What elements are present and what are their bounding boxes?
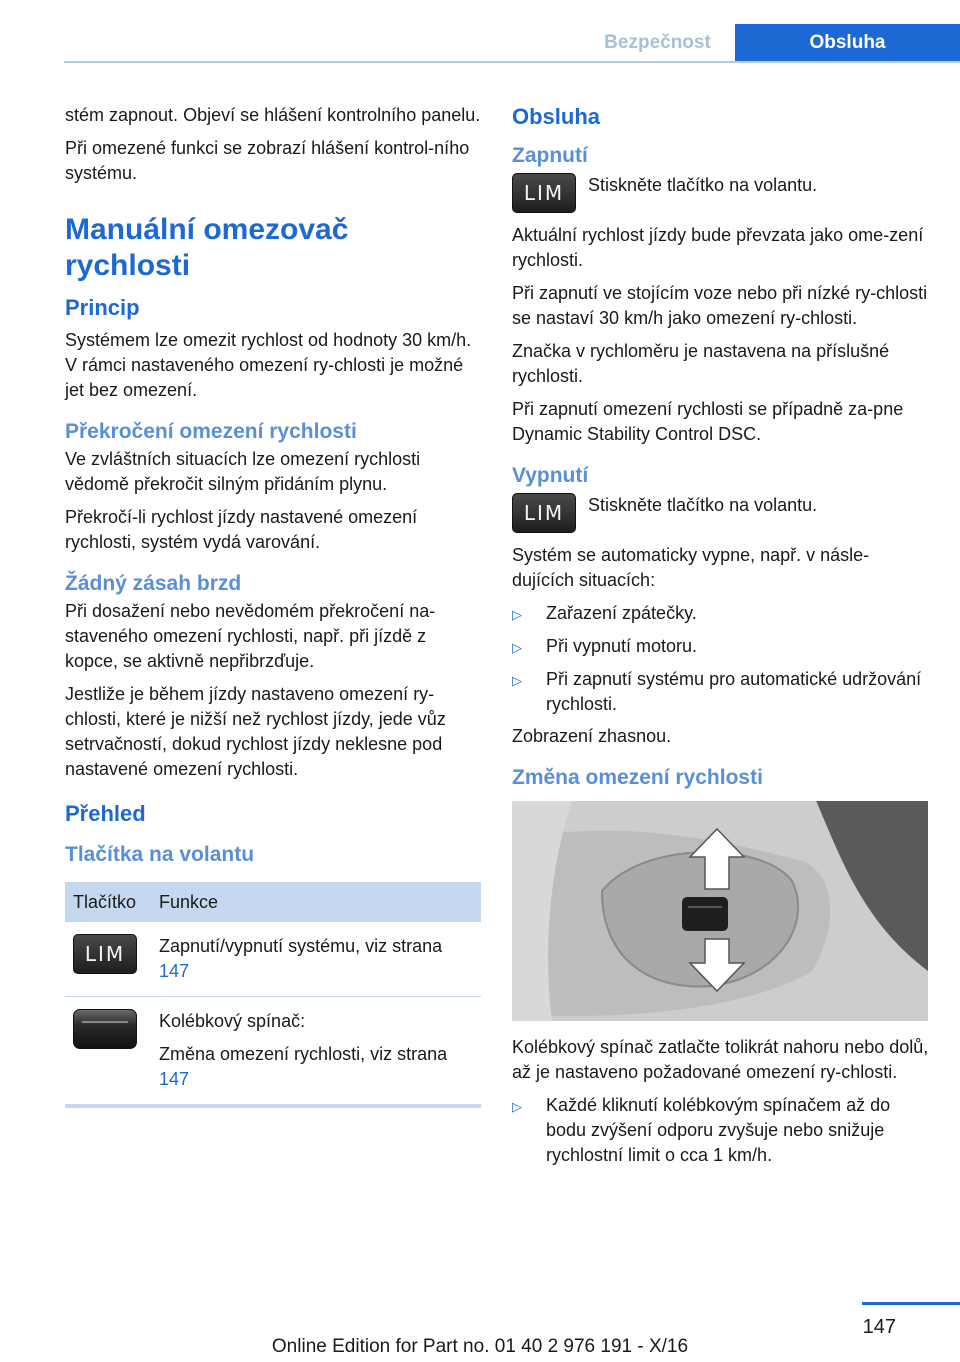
switch-on-action — [512, 173, 930, 213]
bullet-triangle-icon: ▷ — [512, 640, 522, 655]
bullet-triangle-icon: ▷ — [512, 1099, 522, 1114]
switch-on-text: Aktuální rychlost jízdy bude převzata jako ome-zení rychlosti. — [512, 225, 924, 270]
intro-paragraph: Při omezené funkci se zobrazí hlášení kontrol-ního systému. — [65, 138, 470, 183]
section-title: Manuální omezovač rychlosti — [65, 213, 349, 282]
chapter-tabs — [580, 24, 960, 62]
bullet-triangle-icon: ▷ — [512, 673, 522, 688]
rocker-switch-icon — [73, 1009, 137, 1049]
change-limit-heading: Změna omezení rychlosti — [512, 766, 763, 789]
left-column — [65, 103, 481, 1108]
steering-wheel-rocker-figure — [512, 801, 928, 1021]
action-text: Stiskněte tlačítko na volantu. — [588, 495, 818, 515]
switch-off-list — [512, 601, 930, 717]
change-limit-text: Kolébkový spínač zatlačte tolikrát nahoru nebo dolů, až je nastaveno požadované omezení ry-chlosti. — [512, 1037, 929, 1082]
lim-button-icon: LIM — [73, 934, 137, 974]
change-limit-list — [512, 1093, 930, 1168]
exceed-text: Překročí-li rychlost jízdy nastavené omezení rychlosti, systém vydá varování. — [65, 507, 418, 552]
page-footer — [0, 1302, 960, 1362]
list-item: ▷ Při vypnutí motoru. — [512, 634, 930, 660]
action-text: Stiskněte tlačítko na volantu. — [588, 175, 818, 195]
bullet-triangle-icon: ▷ — [512, 607, 522, 622]
page-link[interactable]: 147 — [159, 1069, 190, 1089]
switch-off-text: Zobrazení zhasnou. — [512, 726, 672, 746]
table-header-function: Funkce — [151, 882, 481, 922]
switch-on-text: Při zapnutí ve stojícím voze nebo při nízké ry-chlosti se nastaví 30 km/h jako omezení ry-chlosti. — [512, 283, 928, 328]
table-row — [65, 997, 481, 1107]
switch-on-text: Značka v rychloměru je nastavena na příslušné rychlosti. — [512, 341, 890, 386]
operation-heading: Obsluha — [512, 104, 601, 129]
page-link[interactable]: 147 — [159, 961, 190, 981]
list-item: ▷ Každé kliknutí kolébkovým spínačem až do bodu zvýšení odporu zvyšuje nebo snižuje rychlostní limit o cca 1 km/h. — [512, 1093, 930, 1168]
brake-text: Při dosažení nebo nevědomém překročení na-staveného omezení rychlosti, např. při jízdě z kopce, se aktivně nepřibrzďuje. — [65, 601, 436, 671]
edition-note: Online Edition for Part no. 01 40 2 976 191 - X/16 — [271, 1336, 689, 1357]
lim-button-icon: LIM — [512, 173, 576, 213]
table-row — [65, 922, 481, 997]
list-item: ▷ Při zapnutí systému pro automatické udržování rychlosti. — [512, 667, 930, 717]
tab-obsluha[interactable]: Obsluha — [735, 24, 960, 62]
intro-paragraph: stém zapnout. Objeví se hlášení kontrolního panelu. — [65, 105, 481, 125]
header-divider — [64, 61, 960, 63]
table-cell-text: Změna omezení rychlosti, viz strana — [159, 1044, 448, 1064]
exceed-heading: Překročení omezení rychlosti — [65, 420, 357, 443]
switch-off-action — [512, 493, 930, 533]
tab-bezpecnost[interactable]: Bezpečnost — [580, 24, 735, 62]
function-table — [65, 882, 481, 1108]
exceed-text: Ve zvláštních situacích lze omezení rychlosti vědomě překročit silným přidáním plynu. — [65, 449, 421, 494]
table-cell-title: Kolébkový spínač: — [159, 1011, 306, 1031]
brake-text: Jestliže je během jízdy nastaveno omezení ry-chlosti, které je nižší než rychlost jízdy, jede vůz setrvačností, dokud rychlost jízdy neklesne pod nastavené omezení rychlosti. — [65, 684, 446, 779]
table-header-row — [65, 882, 481, 922]
lim-button-icon: LIM — [512, 493, 576, 533]
page-number: 147 — [862, 1316, 896, 1338]
steering-wheel-illustration — [512, 801, 928, 1021]
switch-on-heading: Zapnutí — [512, 144, 588, 167]
footer-divider — [862, 1302, 960, 1305]
overview-heading: Přehled — [65, 801, 146, 826]
switch-off-text: Systém se automaticky vypne, např. v násle-dujících situacích: — [512, 545, 870, 590]
right-column — [512, 103, 930, 1175]
switch-on-text: Při zapnutí omezení rychlosti se případně za-pne Dynamic Stability Control DSC. — [512, 399, 904, 444]
list-item: ▷ Zařazení zpátečky. — [512, 601, 930, 627]
principle-heading: Princip — [65, 295, 140, 320]
table-header-button: Tlačítko — [65, 882, 151, 922]
brake-heading: Žádný zásah brzd — [65, 572, 242, 595]
switch-off-heading: Vypnutí — [512, 464, 589, 487]
buttons-heading: Tlačítka na volantu — [65, 843, 255, 866]
principle-text: Systémem lze omezit rychlost od hodnoty 30 km/h. V rámci nastaveného omezení ry-chlosti je možné jet bez omezení. — [65, 330, 472, 400]
table-cell-text: Zapnutí/vypnutí systému, viz strana — [159, 936, 443, 956]
